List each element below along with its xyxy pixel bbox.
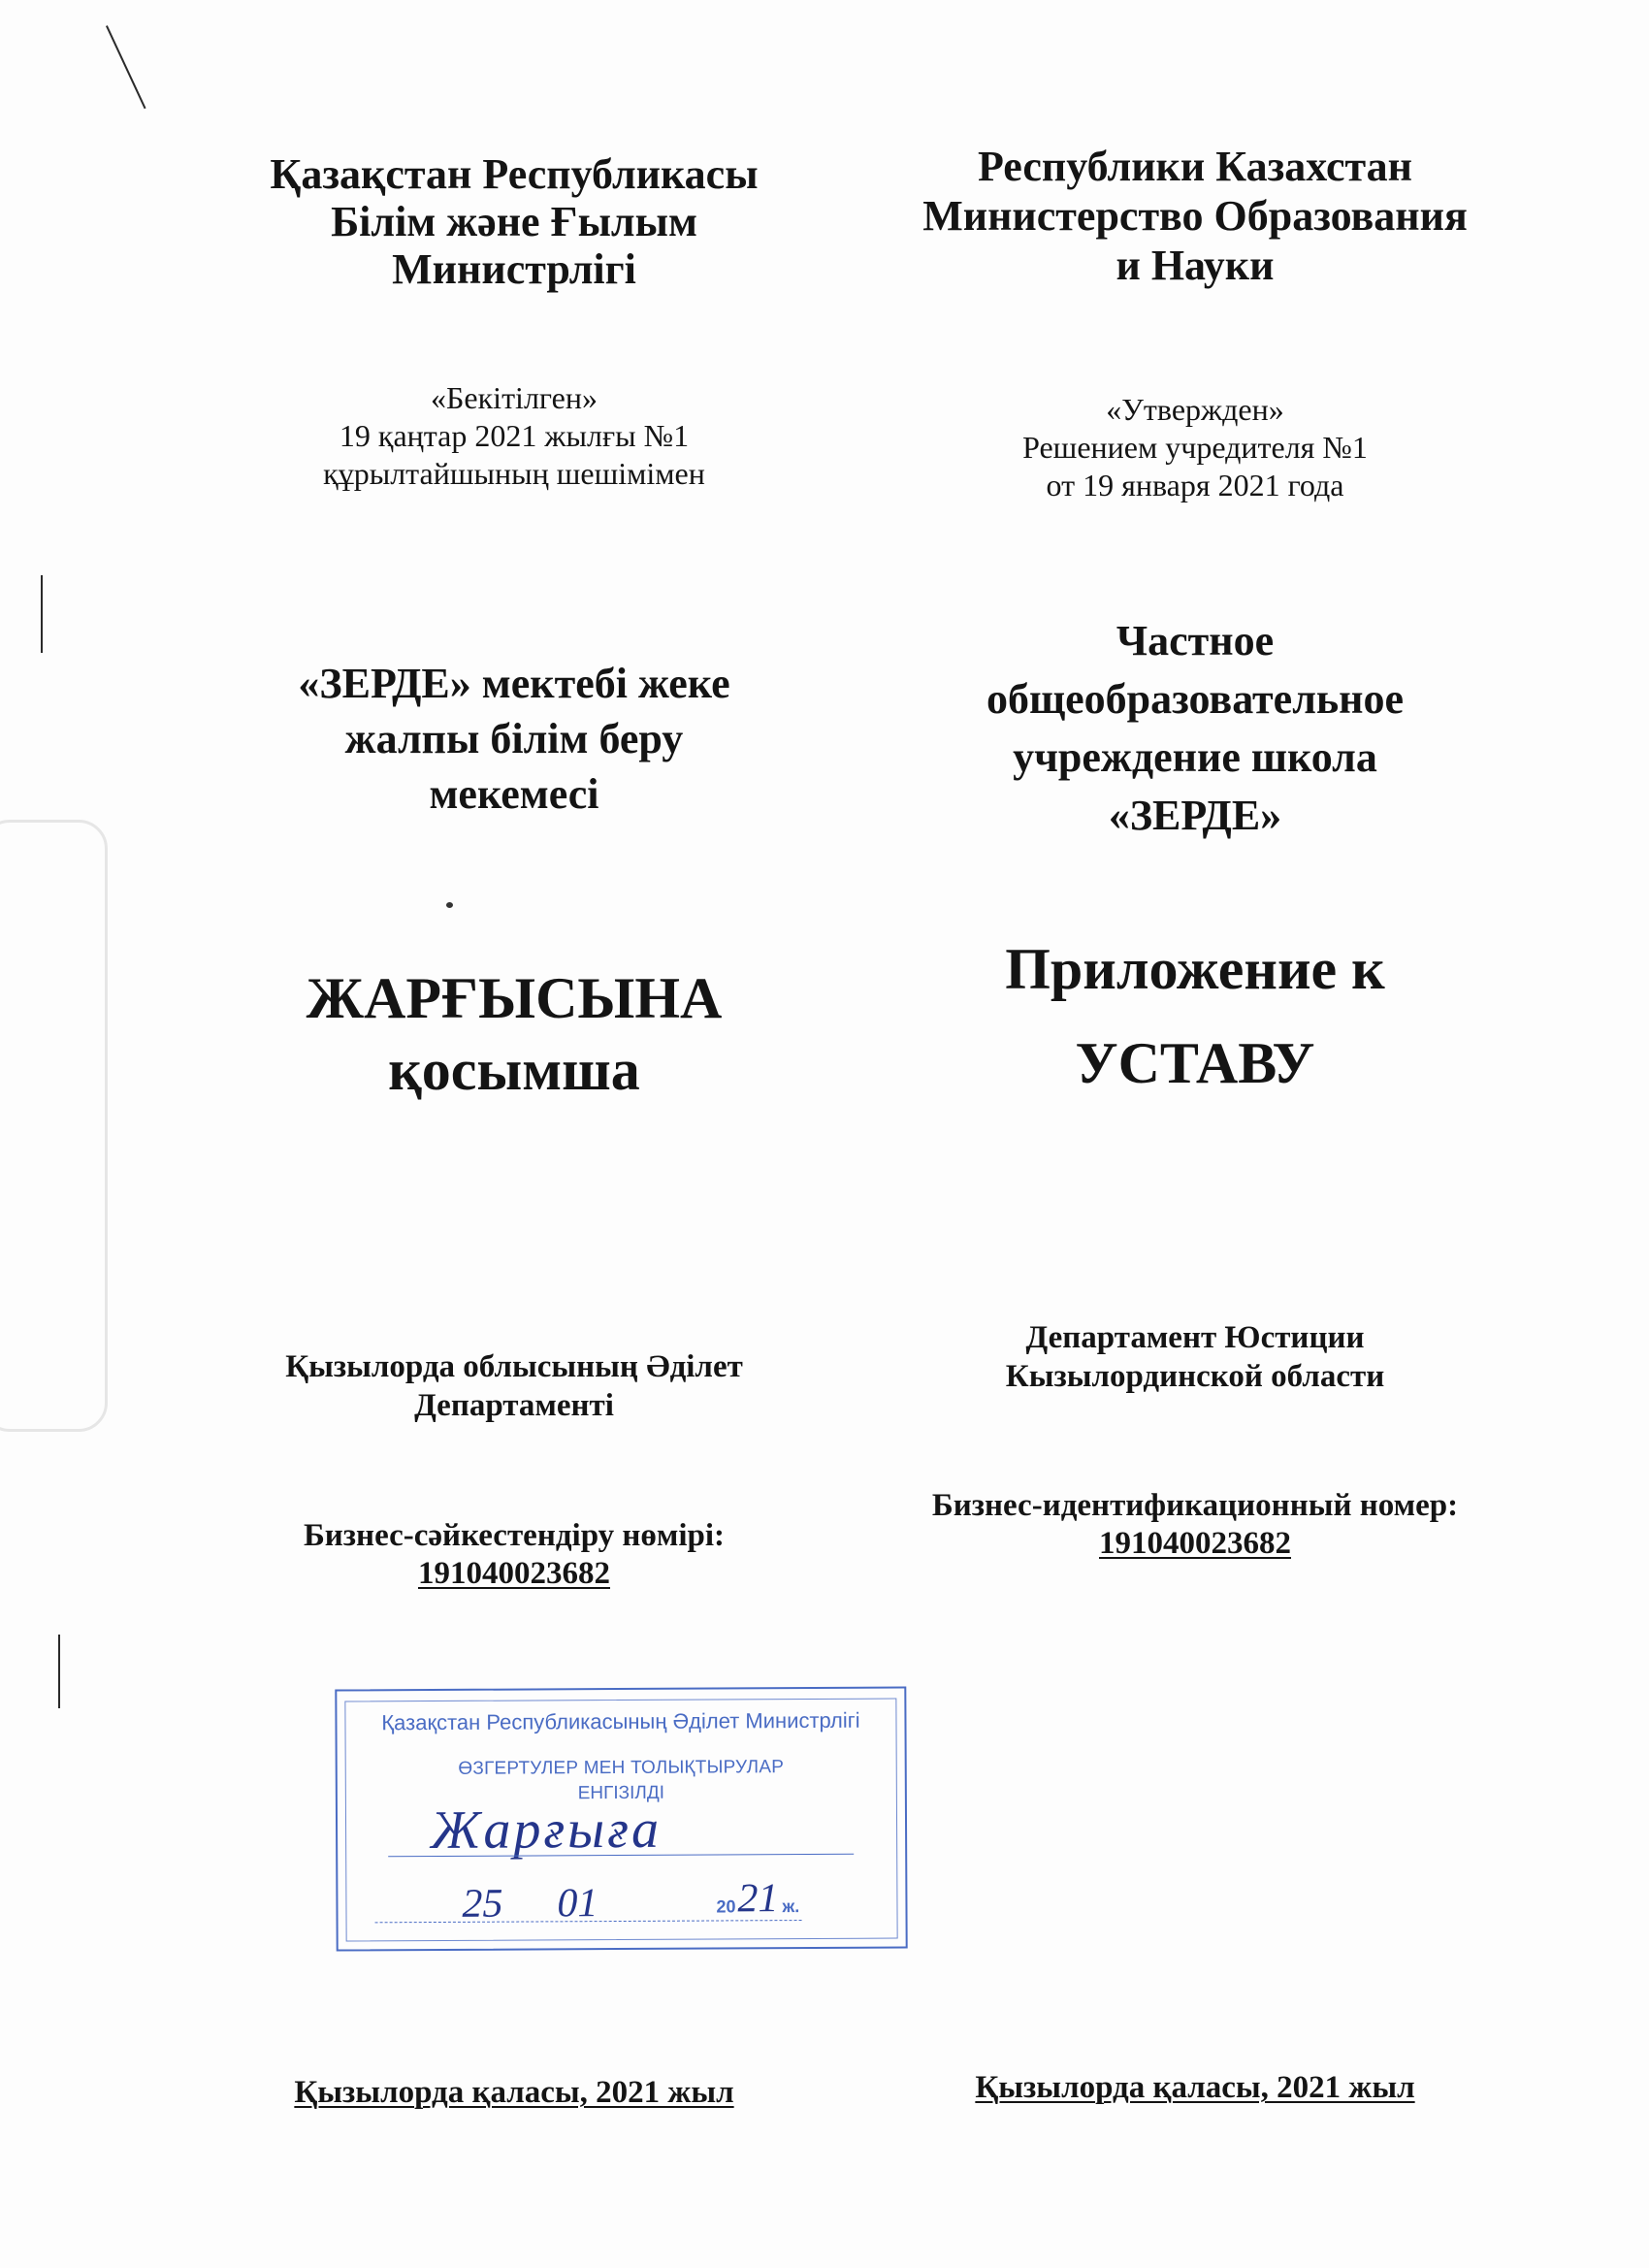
right-bin-label: Бизнес-идентификационный номер: [931,1488,1459,1523]
right-header-line: Министерство Образования [922,192,1468,240]
pen-stroke-mark [106,25,146,109]
right-city-year-block [904,2068,1486,2107]
right-org-line: «ЗЕРДЕ» [1108,792,1282,839]
left-approval-line: құрылтайшының шешімімен [323,456,705,491]
left-org-line: «ЗЕРДЕ» мектебі жеке [298,660,730,707]
stamp-date-year-prefix: 20 [716,1896,736,1917]
binding-string [0,820,108,1432]
left-title-line: ЖАРҒЫСЫНА [306,966,723,1030]
right-department [904,1318,1486,1396]
staple-hole-mark [58,1635,60,1708]
stamp-date-month: 01 [557,1881,598,1927]
left-bin-block [223,1517,805,1593]
registration-stamp [335,1686,907,1951]
stamp-ministry-text: Қазақстан Республикасының Әділет Министрлігі [381,1707,860,1735]
right-approval-line: Решением учредителя №1 [1022,430,1368,465]
left-header-line: Қазақстан Республикасы [270,150,759,198]
left-bin-label: Бизнес-сәйкестендіру нөмірі: [303,1518,726,1553]
left-title-line: қосымша [388,1038,640,1102]
right-header-line: Республики Казахстан [977,143,1413,190]
left-header-line: Министрлігі [392,245,636,293]
right-city-year: Қызылорда қаласы, 2021 жыл [975,2070,1415,2105]
staple-hole-mark [41,575,43,653]
right-bin-value: 191040023682 [1099,1526,1291,1561]
right-header-line: и Науки [1116,242,1275,289]
left-city-year-block [223,2073,805,2112]
stamp-date-year-suffix: ж. [782,1896,800,1917]
stamp-status-line: ӨЗГЕРТУЛЕР МЕН ТОЛЫҚТЫРУЛАР [458,1757,785,1779]
right-bin-block [904,1487,1486,1563]
left-header-line: Білім және Ғылым [331,198,697,245]
left-city-year: Қызылорда қаласы, 2021 жыл [294,2075,734,2110]
right-approval-line: «Утвержден» [1106,392,1284,427]
left-approval-line: 19 қаңтар 2021 жылғы №1 [339,418,690,453]
left-department-line: Департаменті [414,1388,614,1423]
left-organization-name [223,656,805,822]
right-org-line: общеобразовательное [986,675,1405,723]
right-ministry-header [904,142,1486,290]
right-org-line: учреждение школа [1013,733,1377,781]
left-org-line: мекемесі [429,770,599,818]
left-ministry-header [223,150,805,293]
right-title-line: УСТАВУ [1075,1031,1315,1095]
right-department-line: Департамент Юстиции [1025,1320,1365,1355]
stamp-date-day: 25 [462,1881,503,1927]
left-org-line: жалпы білім беру [344,715,684,762]
left-approval-block [223,379,805,493]
left-department-line: Қызылорда облысының Әділет [285,1349,743,1384]
right-title-line: Приложение к [1005,937,1385,1001]
stamp-date-year: 21 [737,1876,779,1922]
left-approval-line: «Бекітілген» [431,380,598,415]
right-approval-line: от 19 января 2021 года [1046,468,1344,502]
right-organization-name [904,612,1486,845]
right-org-line: Частное [1116,617,1275,664]
right-approval-block [904,391,1486,504]
left-document-title [223,962,805,1106]
right-document-title [904,923,1486,1111]
right-department-line: Кызылординской области [1005,1359,1385,1394]
left-bin-value: 191040023682 [418,1556,610,1591]
left-department [223,1347,805,1425]
stamp-status-line: ЕНГІЗІЛДІ [577,1782,665,1804]
stamp-handwritten-document: Жарғыға [430,1798,663,1862]
ink-dot [446,902,453,908]
